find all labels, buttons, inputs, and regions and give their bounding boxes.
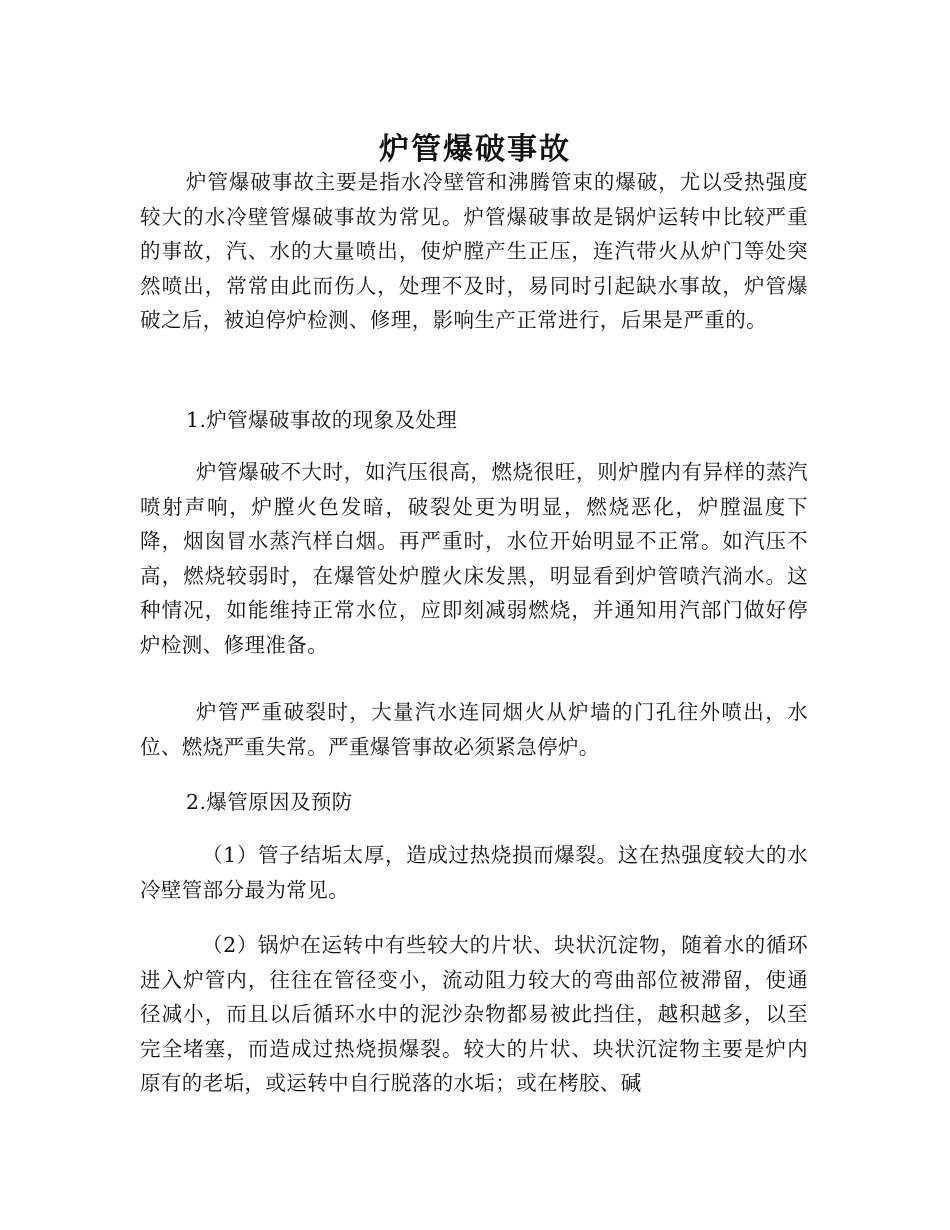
section-2-heading: 2.爆管原因及预防 [186,790,353,814]
section-1-paragraph-2: 炉管严重破裂时，大量汽水连同烟火从炉墙的门孔往外喷出，水位、燃烧严重失常。严重爆管事故必须紧急停炉。 [140,700,808,759]
intro-paragraph: 炉管爆破事故主要是指水冷壁管和沸腾管束的爆破，尤以受热强度较大的水冷壁管爆破事故为常见。炉管爆破事故是锅炉运转中比较严重的事故，汽、水的大量喷出，使炉膛产生正压，连汽带火从炉门等处突然喷出，常常由此而伤人，处理不及时，易同时引起缺水事故，炉管爆破之后，被迫停炉检测、修理，影响生产正常进行，后果是严重的。 [140,170,808,332]
section-2-item-1: （1）管子结垢太厚，造成过热烧损而爆裂。这在热强度较大的水冷壁管部分最为常见。 [140,843,808,902]
section-2-item-2: （2）锅炉在运转中有些较大的片状、块状沉淀物，随着水的循环进入炉管内，往往在管径变小，流动阻力较大的弯曲部位被滞留，使通径减小，而且以后循环水中的泥沙杂物都易被此挡住，越积越多，以至完全堵塞，而造成过热烧损爆裂。较大的片状、块状沉淀物主要是炉内原有的老垢，或运转中自行脱落的水垢；或在栲胶、碱 [140,933,808,1095]
section-1-paragraph-1: 炉管爆破不大时，如汽压很高，燃烧很旺，则炉膛内有异样的蒸汽喷射声响，炉膛火色发暗，破裂处更为明显，燃烧恶化，炉膛温度下降，烟囱冒水蒸汽样白烟。再严重时，水位开始明显不正常。如汽压不高，燃烧较弱时，在爆管处炉膛火床发黑，明显看到炉管喷汽淌水。这种情况，如能维持正常水位，应即刻减弱燃烧，并通知用汽部门做好停炉检测、修理准备。 [140,460,808,657]
section-1-heading: 1.炉管爆破事故的现象及处理 [186,408,458,432]
document-title: 炉管爆破事故 [379,132,571,168]
